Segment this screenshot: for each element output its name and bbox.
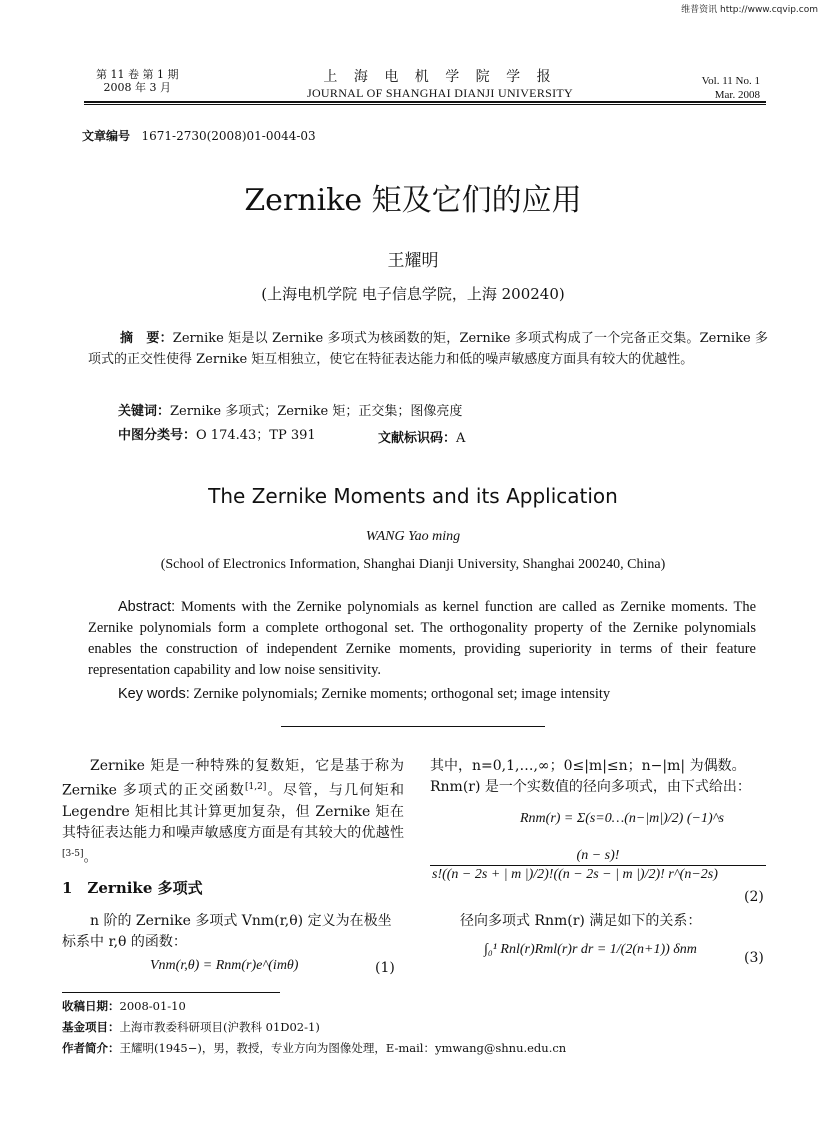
title-en: The Zernike Moments and its Application — [208, 484, 618, 508]
header-issue-en — [690, 74, 760, 102]
affiliation-en: (School of Electronics Information, Shanghai Dianji University, Shanghai 200240, China) — [160, 557, 666, 572]
affiliation-cn: (上海电机学院 电子信息学院，上海 200240) — [261, 285, 565, 303]
keywords-en-text: Zernike polynomials; Zernike moments; orthogonal set; image intensity — [193, 686, 611, 702]
intro-text-b: 。尽管，与几何矩和 Legendre 矩相比其计算更加复杂，但 Zernike 矩在其特征表达能力和噪声敏感度方面是有其较大的优越性 — [62, 782, 405, 841]
intro-text-c: 。 — [83, 849, 98, 866]
citation-1: [1,2] — [245, 782, 267, 792]
equation-2-number: (2) — [744, 889, 764, 905]
footnote-author — [62, 1040, 566, 1056]
keywords-cn-text: Zernike 多项式；Zernike 矩；正交集；图像亮度 — [170, 404, 463, 419]
abstract-en-label: Abstract: — [118, 599, 176, 615]
footnote-rule — [62, 992, 280, 993]
author-en: WANG Yao ming — [365, 529, 461, 544]
author-cn: 王耀明 — [387, 251, 439, 271]
fraction-bar — [430, 865, 766, 866]
equation-1-number: (1) — [375, 960, 395, 976]
footnote-received — [62, 998, 186, 1014]
doc-code-label: 文献标识码： — [378, 431, 457, 446]
journal-name — [230, 66, 650, 101]
abstract-cn-label: 摘 要： — [120, 331, 173, 346]
volume-cn: 第 11 卷 第 1 期 — [96, 68, 179, 81]
abstract-cn-text: Zernike 矩是以 Zernike 多项式为核函数的矩，Zernike 多项式构成了一个完备正交集。Zernike 多项式的正交性使得 Zernike 矩互相独立，使它在特征表达能力和低的噪声敏感度方面具有较大的优越性。 — [88, 331, 768, 367]
date-cn: 2008 年 3 月 — [103, 81, 171, 94]
section-1-paragraph: n 阶的 Zernike 多项式 Vnm(r,θ) 定义为在极坐标系中 r,θ 的函数： — [62, 913, 392, 950]
received-date: 2008-01-10 — [119, 999, 186, 1013]
date-en: Mar. 2008 — [714, 89, 760, 101]
abstract-en — [88, 597, 756, 681]
equation-1: Vnm(r,θ) = Rnm(r)e^(imθ) — [150, 958, 299, 973]
equation-2-lhs: Rnm(r) = Σ(s=0…(n−|m|)/2) (−1)^s — [520, 811, 724, 826]
equation-3-number: (3) — [744, 950, 764, 966]
equation-2-numerator: (n − s)! — [576, 848, 620, 863]
author-bio-label: 作者简介： — [62, 1041, 120, 1055]
equation-2-denominator: s!((n − 2s + | m |)/2)!((n − 2s − | m |)/2)! r^(n−2s) — [432, 867, 718, 882]
doc-code — [378, 427, 465, 446]
header-issue-cn — [96, 68, 178, 94]
author-bio-text: 王耀明(1945−)，男，教授，专业方向为图像处理，E-mail：ymwang@shnu.edu.cn — [119, 1041, 567, 1055]
abstract-cn — [88, 328, 768, 370]
abstract-en-text: Moments with the Zernike polynomials as kernel function are called as Zernike moments. The Zernike polynomials form a complete orthogonal set. The orthogonality property of the Zernike polynomials enables the construction of independent Zernike moments, providing superiority in terms of their feature representation capability and low noise sensitivity. — [88, 599, 757, 678]
article-number-label: 文章编号 — [82, 129, 131, 143]
section-divider — [281, 726, 545, 727]
keywords-en — [118, 686, 610, 703]
header-rule — [84, 101, 766, 105]
watermark: 维普资讯 http://www.cqvip.com — [681, 5, 818, 15]
intro-text-a: Zernike 矩是一种特殊的复数矩，它是基于称为 Zernike 多项式的正交函数 — [62, 758, 404, 799]
classification-text: O 174.43；TP 391 — [196, 428, 316, 443]
keywords-cn-label: 关键词： — [118, 404, 171, 419]
fund-text: 上海市教委科研项目(沪教科 01D02-1) — [119, 1020, 320, 1034]
doc-code-text: A — [456, 431, 466, 446]
journal-name-en: JOURNAL OF SHANGHAI DIANJI UNIVERSITY — [307, 86, 573, 100]
equation-3: ∫₀¹ Rnl(r)Rml(r)r dr = 1/(2(n+1)) δnm — [484, 942, 697, 957]
volume-en: Vol. 11 No. 1 — [701, 75, 760, 87]
article-number-value: 1671-2730(2008)01-0044-03 — [141, 129, 316, 143]
right-paragraph-2: 径向多项式 Rnm(r) 满足如下的关系： — [460, 913, 702, 929]
article-number — [82, 127, 316, 144]
classification — [118, 424, 316, 443]
right-paragraph-1: 其中，n=0,1,…,∞；0≤|m|≤n；n−|m| 为偶数。Rnm(r) 是一个实数值的径向多项式，由下式给出： — [430, 758, 751, 795]
keywords-en-label: Key words: — [118, 686, 190, 702]
intro-paragraph — [62, 756, 404, 868]
keywords-cn — [118, 400, 462, 419]
journal-name-cn: 上 海 电 机 学 院 学 报 — [323, 69, 557, 85]
section-1-heading: 1 Zernike 多项式 — [62, 879, 203, 897]
classification-label: 中图分类号： — [118, 428, 197, 443]
fund-label: 基金项目： — [62, 1020, 120, 1034]
footnote-fund — [62, 1019, 320, 1035]
citation-2: [3-5] — [62, 848, 84, 859]
received-label: 收稿日期： — [62, 999, 120, 1013]
title-cn: Zernike 矩及它们的应用 — [244, 183, 582, 218]
